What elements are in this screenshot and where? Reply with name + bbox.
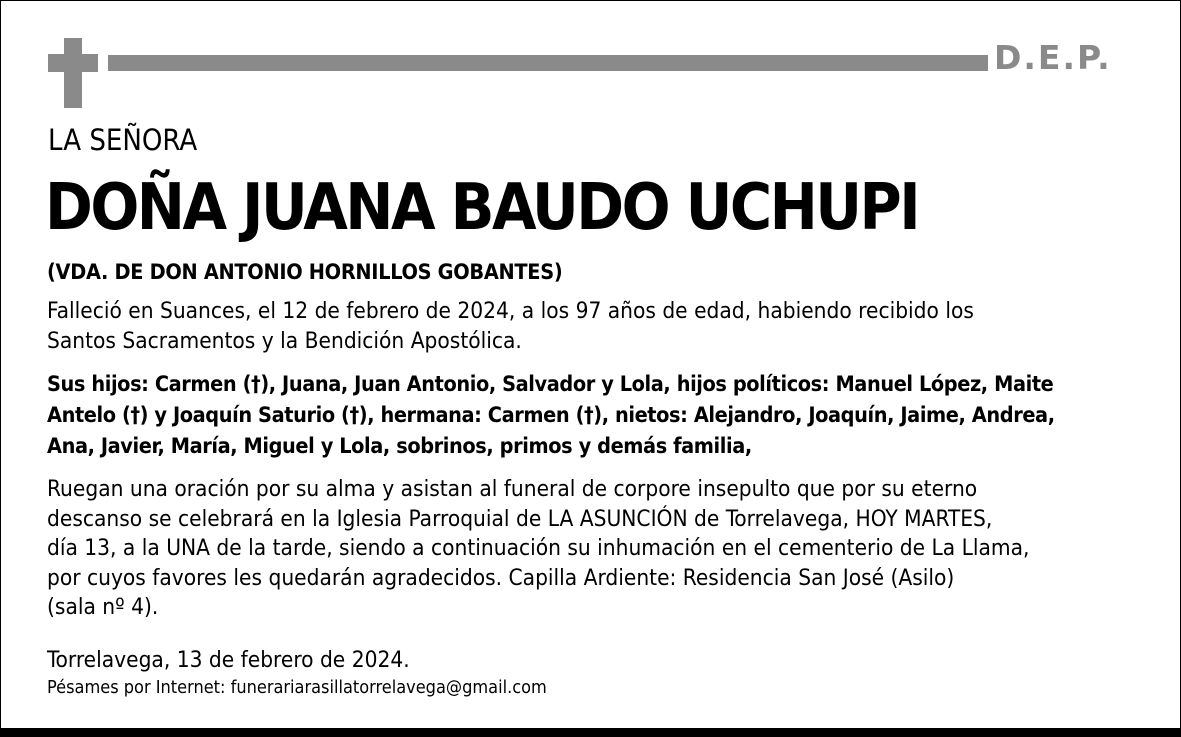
honorific-label: LA SEÑORA xyxy=(48,123,198,157)
family-line: Sus hijos: Carmen (†), Juana, Juan Antonio, Salvador y Lola, hijos políticos: Manuel López, Maite xyxy=(47,372,1054,397)
funeral-line: (sala nº 4). xyxy=(47,594,159,620)
condolences-line: Pésames por Internet: funerariarasillatorrelavega@gmail.com xyxy=(47,677,547,698)
widow-of-line: (VDA. DE DON ANTONIO HORNILLOS GOBANTES) xyxy=(47,260,563,285)
family-line: Antelo (†) y Joaquín Saturio (†), hermana: Carmen (†), nietos: Alejandro, Joaquín, Jaime, Andrea, xyxy=(47,403,1055,428)
funeral-line: Ruegan una oración por su alma y asistan al funeral de corpore insepulto que por su eterno xyxy=(47,476,978,502)
dep-heading: D.E.P. xyxy=(994,38,1112,77)
place-date: Torrelavega, 13 de febrero de 2024. xyxy=(47,647,410,673)
deceased-name: DOÑA JUANA BAUDO UCHUPI xyxy=(45,171,919,245)
death-line: Santos Sacramentos y la Bendición Apostólica. xyxy=(47,327,522,354)
funeral-paragraph xyxy=(47,475,1147,623)
bottom-border xyxy=(0,728,1181,737)
header-rule xyxy=(108,55,988,71)
funeral-line: por cuyos favores les quedarán agradecidos. Capilla Ardiente: Residencia San José (Asilo) xyxy=(47,564,955,591)
death-paragraph xyxy=(47,297,1147,356)
place-date-paragraph xyxy=(47,646,1147,676)
cross-icon xyxy=(64,38,82,108)
family-paragraph xyxy=(47,369,1147,462)
family-line: Ana, Javier, María, Miguel y Lola, sobrinos, primos y demás familia, xyxy=(47,434,752,459)
death-line: Falleció en Suances, el 12 de febrero de 2024, a los 97 años de edad, habiendo recibido los xyxy=(47,298,974,324)
cross-icon-bar xyxy=(48,54,98,72)
funeral-line: día 13, a la UNA de la tarde, siendo a continuación su inhumación en el cementerio de La Llama, xyxy=(47,535,1030,561)
funeral-line: descanso se celebrará en la Iglesia Parroquial de LA ASUNCIÓN de Torrelavega, HOY MARTES, xyxy=(47,505,993,532)
